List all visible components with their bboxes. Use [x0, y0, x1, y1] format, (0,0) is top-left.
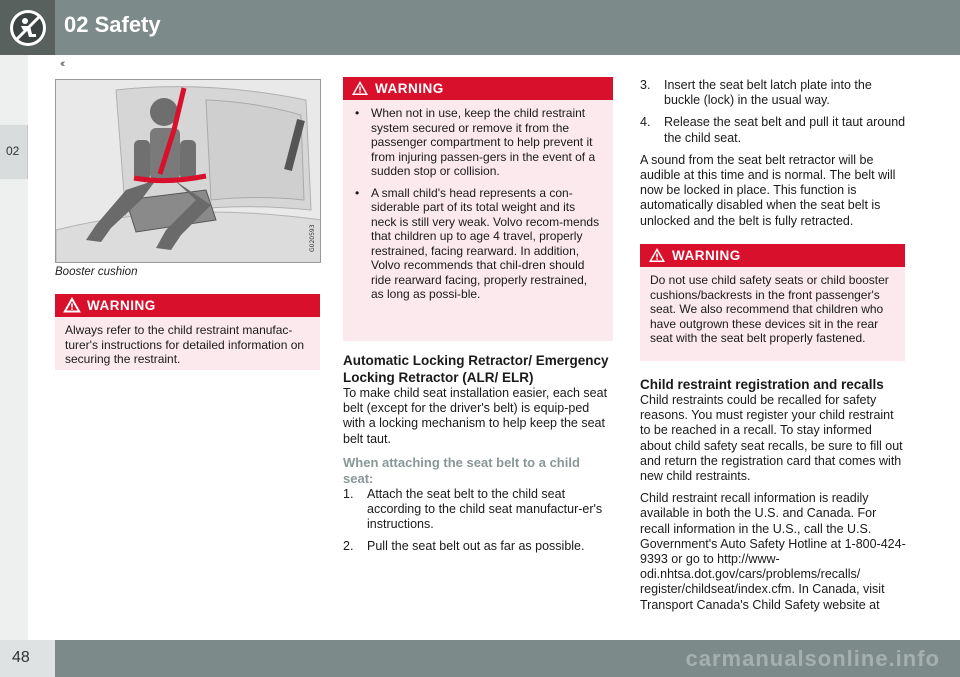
warning-title: WARNING: [375, 81, 444, 96]
recall-section: [640, 376, 906, 613]
page-number-box: [0, 640, 55, 677]
warning-title: WARNING: [87, 298, 156, 313]
step-item: 2. Pull the seat belt out as far as possible.: [343, 539, 585, 554]
step-item: 4. Release the seat belt and pull it taut around the child seat.: [640, 115, 906, 145]
warning-box-2: [343, 77, 613, 341]
watermark: carmanualsonline.info: [685, 646, 940, 671]
warning-header: [55, 294, 320, 317]
warning-header: [343, 77, 613, 100]
step-item: 3. Insert the seat belt latch plate into the buckle (lock) in the usual way.: [640, 78, 872, 108]
child-seat-icon: [0, 0, 55, 55]
section-heading: Child restraint registration and recalls: [640, 377, 884, 392]
warning-text: Always refer to the child restraint manufac-turer's instructions for detailed information on securing the restraint.: [65, 323, 305, 366]
warning-title: WARNING: [672, 248, 741, 263]
section-intro: To make child seat installation easier, each seat belt (except for the driver's belt) is equip-ped with a locking mechanism to help keep the seat belt taut.: [343, 386, 608, 446]
subheading: When attaching the seat belt to a child seat:: [343, 454, 580, 486]
recall-paragraph-2: Child restraint recall information is readily available in both the U.S. and Canada. For recall information in the U.S., call the U.S. Government's Auto Safety Hotline at 1-800-424-9393 or go to http://www-odi.nhtsa.dot.gov/cars/problems/recalls/ register/childseat/index.cfm. In Canada, visit Transport Canada's Child Safety website at: [640, 491, 906, 612]
warning-text: Do not use child safety seats or child booster cushions/backrests in the front passenger's seat. We also recommend that children who have outgrown these devices sit in the rear seat with the seat belt properly fastened.: [650, 273, 889, 345]
chapter-tab[interactable]: [0, 125, 28, 179]
warning-box-3: [640, 244, 905, 361]
warning-bullet: • A small child's head represents a con-siderable part of its total weight and its neck is still very weak. Volvo recom-mends that children up to age 4 travel, properly restrained, facing rearward. In addition, Volvo recommends that chil-dren should ride rearward facing, properly restrained, as long as possi-ble.: [355, 185, 600, 301]
warning-box-1: [55, 294, 320, 370]
warning-triangle-icon: [648, 247, 666, 263]
warning-header: [640, 244, 905, 267]
page-number: 48: [12, 649, 30, 666]
warning-triangle-icon: [351, 80, 369, 96]
retractor-note: A sound from the seat belt retractor will be audible at this time and is normal. The belt will now be locked in place. This function is automatically disabled when the seat belt is unlocked and the belt is fully retracted.: [640, 152, 896, 228]
alr-section: [343, 352, 613, 562]
section-heading: Automatic Locking Retractor/ Emergency Locking Retractor (ALR/ ELR): [343, 353, 609, 385]
chapter-tab-label: 02: [6, 144, 20, 158]
figure-code: G020593: [309, 224, 316, 252]
warning-triangle-icon: [63, 297, 81, 313]
warning-bullet: • When not in use, keep the child restraint system secured or remove it from the passenger compartment to help prevent it from injuring passen-gers in the event of a sudden stop or collision.: [355, 106, 596, 178]
page-title: 02 Safety: [64, 12, 161, 37]
step-item: 1. Attach the seat belt to the child seat according to the child seat manufactur-er's instructions.: [343, 486, 603, 532]
figure-caption: Booster cushion: [55, 266, 138, 278]
page-header: [0, 0, 960, 55]
back-nav-link[interactable]: ‹‹: [60, 58, 64, 70]
booster-cushion-figure: [55, 79, 321, 263]
alr-continued: [640, 78, 906, 229]
recall-paragraph-1: Child restraints could be recalled for safety reasons. You must register your child restraint to be reached in a recall. To stay informed about child safety seat recalls, be sure to fill out and return the registration card that comes with new child restraints.: [640, 393, 903, 484]
